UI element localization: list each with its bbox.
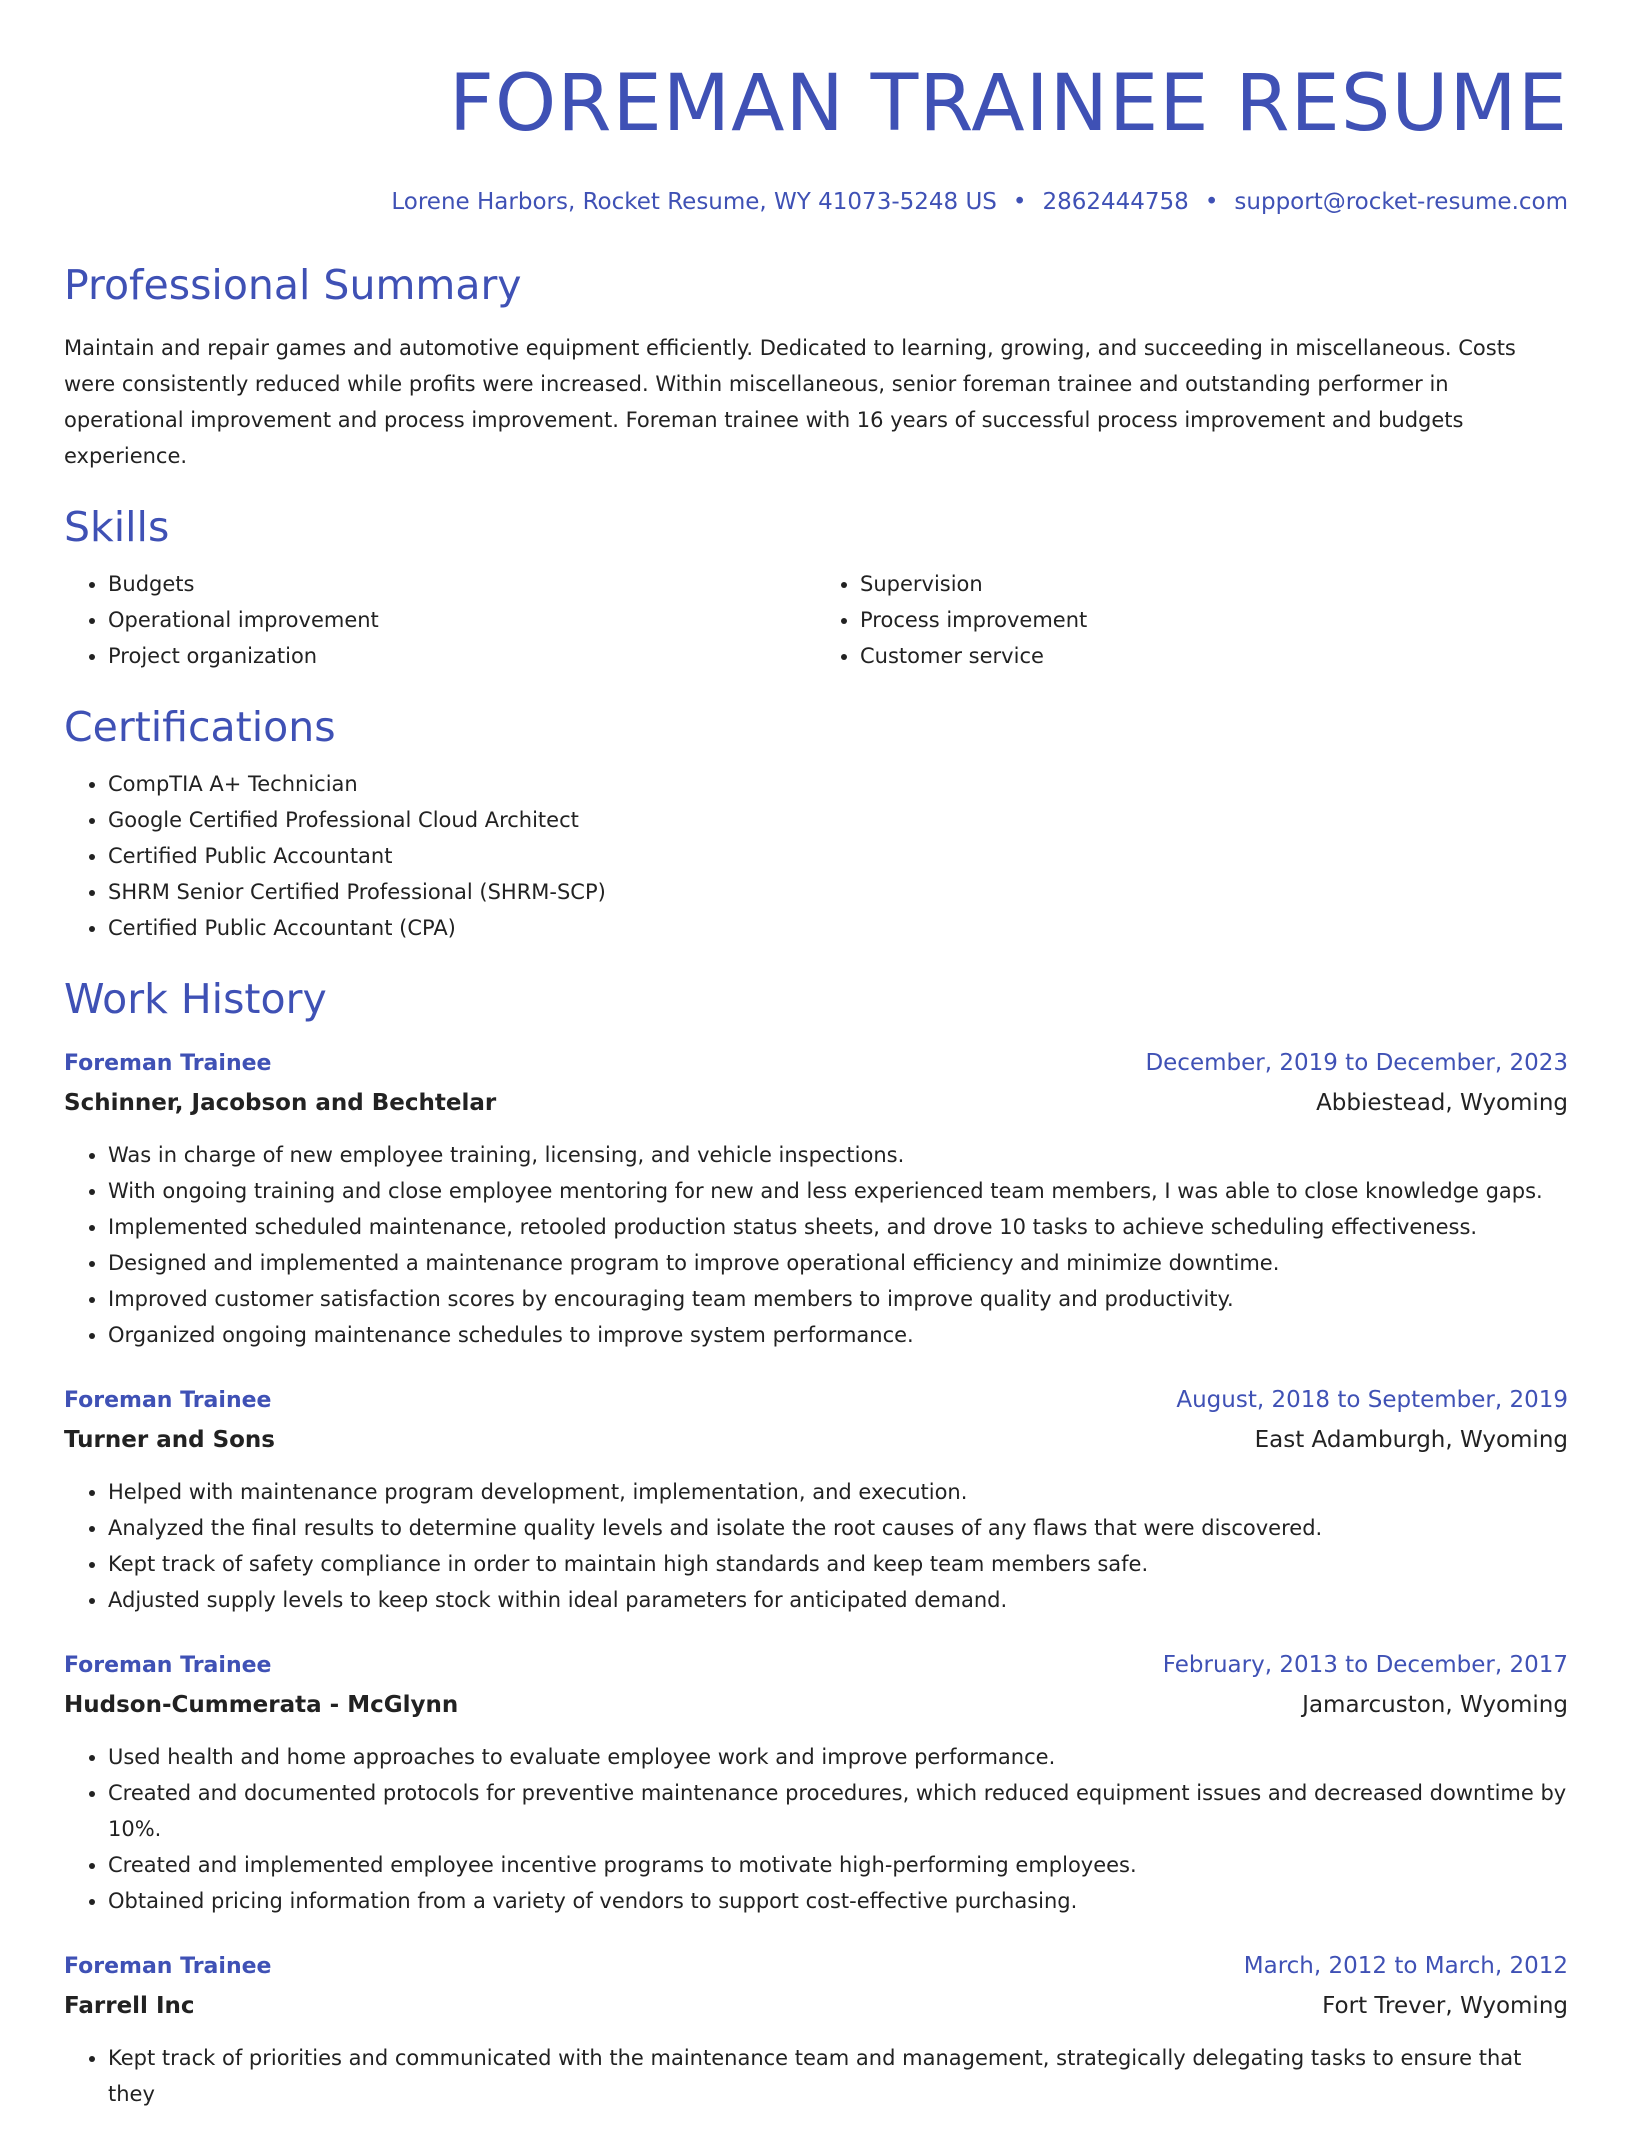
- skills-column-left: [64, 566, 816, 674]
- job-location: Fort Trever, Wyoming: [1322, 1993, 1568, 2019]
- job-title: Foreman Trainee: [64, 1051, 272, 1076]
- skill-item: • Supervision: [860, 566, 1568, 602]
- skill-item: • Project organization: [108, 638, 816, 674]
- job-bullet: • With ongoing training and close employee mentoring for new and less experienced team members, I was able to close knowledge gaps.: [108, 1173, 1568, 1209]
- job-dates: March, 2012 to March, 2012: [1243, 1953, 1568, 1979]
- skills-column-right: [816, 566, 1568, 674]
- job-dates: August, 2018 to September, 2019: [1176, 1387, 1568, 1413]
- summary-text: Maintain and repair games and automotive equipment efficiently. Dedicated to learning, growing, and succeeding in miscellaneous. Costs were consistently reduced while profits were increased. Within miscellaneous, senior foreman trainee and outstanding performer in operational improvement and process improvement. Foreman trainee with 16 years of successful process improvement and budgets experience.: [64, 336, 1516, 468]
- certifications-list: [64, 766, 1568, 946]
- contact-address: Lorene Harbors, Rocket Resume, WY 41073-5248 US: [391, 189, 997, 215]
- job-bullet: • Organized ongoing maintenance schedules to improve system performance.: [108, 1317, 1568, 1353]
- job-entry: [64, 1947, 1568, 2112]
- job-location: Abbiestead, Wyoming: [1316, 1090, 1568, 1116]
- skill-item: • Budgets: [108, 566, 816, 602]
- contact-separator: •: [1012, 189, 1027, 215]
- certification-item: • Certified Public Accountant (CPA): [108, 910, 1568, 946]
- skill-item: • Customer service: [860, 638, 1568, 674]
- job-bullet: • Was in charge of new employee training, licensing, and vehicle inspections.: [108, 1137, 1568, 1173]
- job-bullets: [64, 1137, 1568, 1353]
- contact-line: [64, 186, 1568, 218]
- certification-item: • Certified Public Accountant: [108, 838, 1568, 874]
- job-bullet: • Kept track of priorities and communicated with the maintenance team and management, strategically delegating tasks to ensure that they: [108, 2040, 1568, 2112]
- job-header-row: [64, 1646, 1568, 1685]
- job-bullets: [64, 2040, 1568, 2112]
- job-bullet: • Adjusted supply levels to keep stock within ideal parameters for anticipated demand.: [108, 1582, 1568, 1618]
- job-bullet: • Designed and implemented a maintenance program to improve operational efficiency and minimize downtime.: [108, 1245, 1568, 1281]
- job-dates: February, 2013 to December, 2017: [1162, 1652, 1568, 1678]
- job-company: Turner and Sons: [64, 1427, 275, 1453]
- certification-item: • CompTIA A+ Technician: [108, 766, 1568, 802]
- job-company-row: [64, 1986, 1568, 2026]
- job-header-row: [64, 1381, 1568, 1420]
- contact-separator: •: [1204, 189, 1219, 215]
- job-entry: [64, 1381, 1568, 1618]
- job-company-row: [64, 1083, 1568, 1123]
- job-bullets: [64, 1474, 1568, 1618]
- resume-page: [64, 0, 1568, 2140]
- skill-item: • Operational improvement: [108, 602, 816, 638]
- job-bullet: • Created and implemented employee incentive programs to motivate high-performing employees.: [108, 1847, 1568, 1883]
- job-company: Farrell Inc: [64, 1993, 195, 2019]
- job-title: Foreman Trainee: [64, 1388, 272, 1413]
- job-bullets: [64, 1739, 1568, 1919]
- job-title: Foreman Trainee: [64, 1954, 272, 1979]
- summary-heading: Professional Summary: [64, 261, 522, 309]
- job-company-row: [64, 1420, 1568, 1460]
- job-bullet: • Helped with maintenance program development, implementation, and execution.: [108, 1474, 1568, 1510]
- contact-phone: 2862444758: [1042, 189, 1189, 215]
- certification-item: • Google Certified Professional Cloud Architect: [108, 802, 1568, 838]
- job-bullet: • Created and documented protocols for preventive maintenance procedures, which reduced equipment issues and decreased downtime by 10%.: [108, 1775, 1568, 1847]
- job-header-row: [64, 1947, 1568, 1986]
- skills-heading: Skills: [64, 503, 170, 551]
- skill-item: • Process improvement: [860, 602, 1568, 638]
- job-bullet: • Used health and home approaches to evaluate employee work and improve performance.: [108, 1739, 1568, 1775]
- job-dates: December, 2019 to December, 2023: [1145, 1050, 1568, 1076]
- job-location: Jamarcuston, Wyoming: [1302, 1692, 1568, 1718]
- job-bullet: • Analyzed the final results to determine quality levels and isolate the root causes of any flaws that were discovered.: [108, 1510, 1568, 1546]
- certification-item: • SHRM Senior Certified Professional (SHRM-SCP): [108, 874, 1568, 910]
- job-bullet: • Kept track of safety compliance in order to maintain high standards and keep team members safe.: [108, 1546, 1568, 1582]
- job-location: East Adamburgh, Wyoming: [1254, 1427, 1568, 1453]
- resume-header: [64, 56, 1568, 218]
- skills-list: [64, 566, 1568, 674]
- job-entry: [64, 1646, 1568, 1919]
- work-history-heading: Work History: [64, 975, 327, 1023]
- job-title: Foreman Trainee: [64, 1653, 272, 1678]
- job-company-row: [64, 1685, 1568, 1725]
- resume-title: FOREMAN TRAINEE RESUME: [449, 59, 1568, 149]
- job-entry: [64, 1044, 1568, 1353]
- job-header-row: [64, 1044, 1568, 1083]
- job-bullet: • Implemented scheduled maintenance, retooled production status sheets, and drove 10 tasks to achieve scheduling effectiveness.: [108, 1209, 1568, 1245]
- job-company: Hudson-Cummerata - McGlynn: [64, 1692, 459, 1718]
- contact-email[interactable]: support@rocket-resume.com: [1234, 189, 1568, 215]
- certifications-heading: Certifications: [64, 703, 336, 751]
- job-company: Schinner, Jacobson and Bechtelar: [64, 1090, 497, 1116]
- job-bullet: • Obtained pricing information from a variety of vendors to support cost-effective purchasing.: [108, 1883, 1568, 1919]
- job-bullet: • Improved customer satisfaction scores by encouraging team members to improve quality and productivity.: [108, 1281, 1568, 1317]
